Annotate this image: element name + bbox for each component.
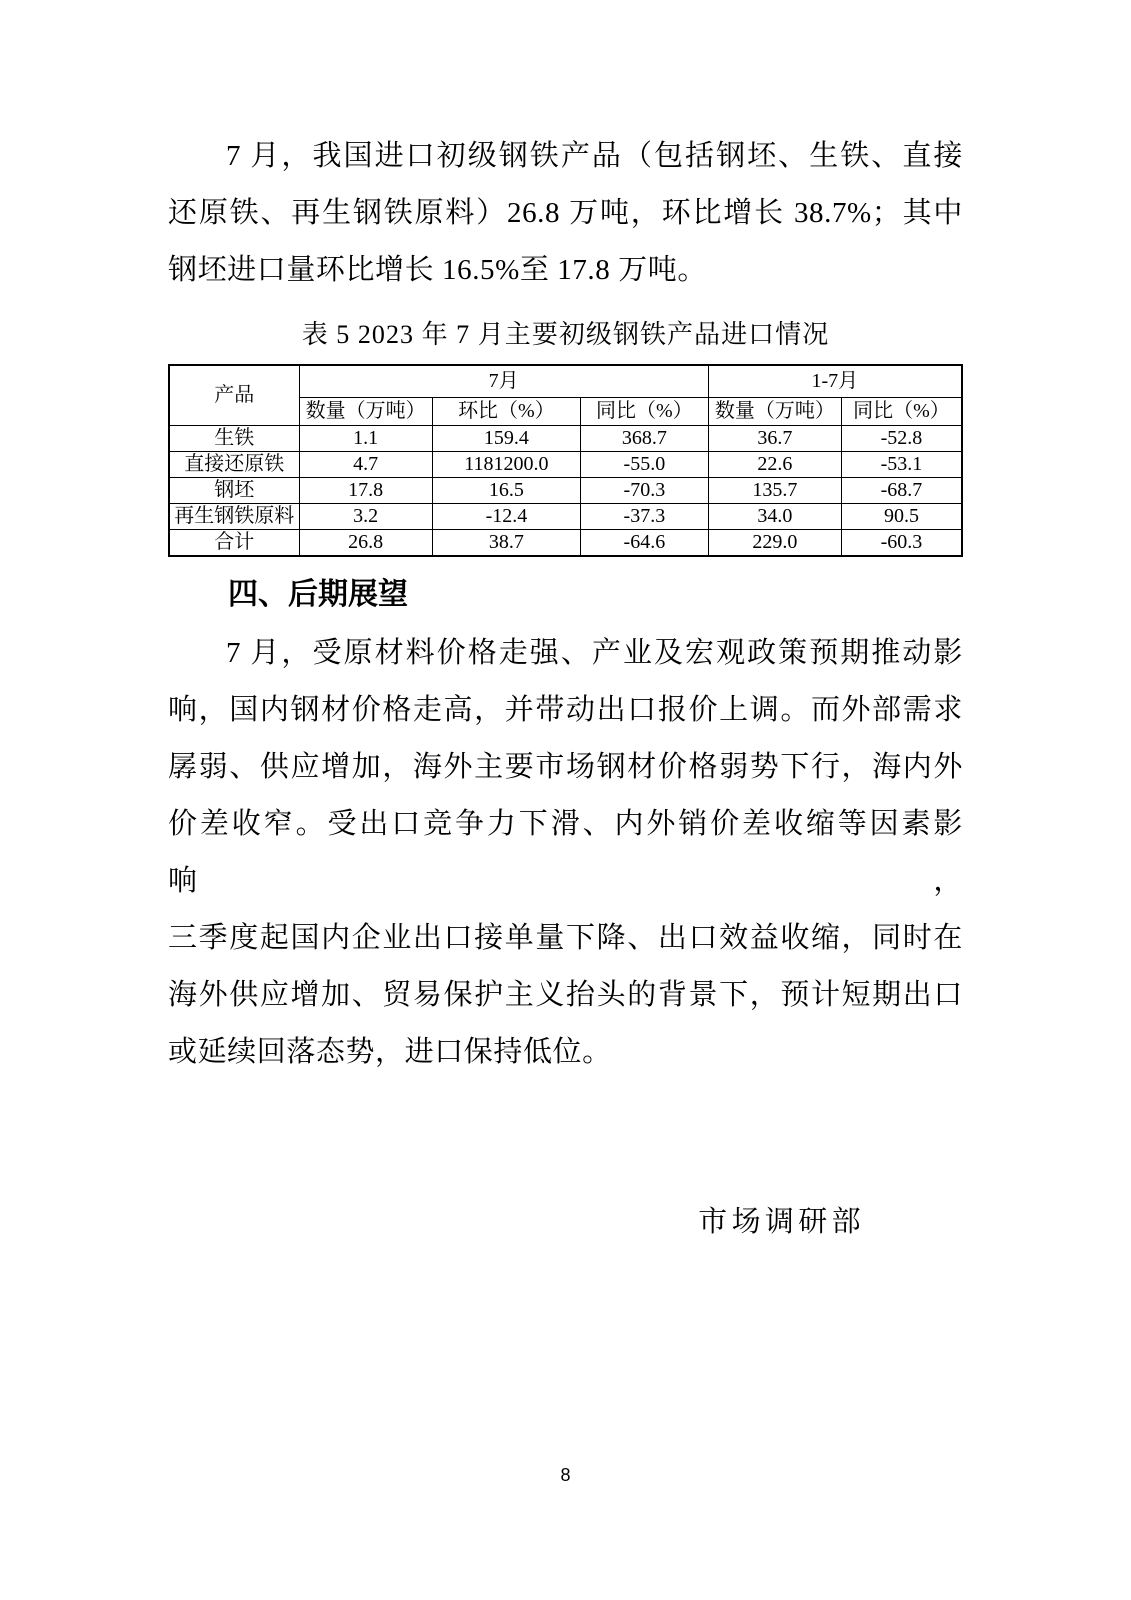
table-row — [169, 426, 962, 452]
table-cell: 22.6 — [708, 452, 841, 478]
table-cell: -70.3 — [581, 478, 709, 504]
table-cell: 直接还原铁 — [169, 452, 299, 478]
table-cell: 3.2 — [299, 504, 432, 530]
table-cell: 再生钢铁原料 — [169, 504, 299, 530]
text-line: 还原铁、再生钢铁原料）26.8 万吨，环比增长 38.7%；其中 — [168, 197, 963, 229]
table-cell: -60.3 — [841, 530, 962, 557]
text-line: 孱弱、供应增加，海外主要市场钢材价格弱势下行，海内外 — [168, 751, 963, 783]
table-cell: 38.7 — [432, 530, 580, 557]
table-caption: 表 5 2023 年 7 月主要初级钢铁产品进口情况 — [301, 320, 830, 349]
table-cell: 229.0 — [708, 530, 841, 557]
table-cell: 17.8 — [299, 478, 432, 504]
signature: 市场调研部 — [698, 1206, 865, 1238]
table-cell: 1181200.0 — [432, 452, 580, 478]
table-cell: 135.7 — [708, 478, 841, 504]
table-cell: 159.4 — [432, 426, 580, 452]
table-row — [169, 530, 962, 557]
paragraph-outlook — [168, 625, 963, 1081]
text-line: 7 月，我国进口初级钢铁产品（包括钢坯、生铁、直接 — [226, 140, 963, 172]
text-line: 三季度起国内企业出口接单量下降、出口效益收缩，同时在 — [168, 922, 963, 954]
table-cell: 钢坯 — [169, 478, 299, 504]
table-cell: -68.7 — [841, 478, 962, 504]
text-line: 或延续回落态势，进口保持低位。 — [168, 1036, 612, 1068]
table-header-row — [169, 365, 962, 398]
table-cell: -12.4 — [432, 504, 580, 530]
table-cell: -55.0 — [581, 452, 709, 478]
text-line: 价差收窄。受出口竞争力下滑、内外销价差收缩等因素影响， — [168, 808, 963, 897]
table-cell: 90.5 — [841, 504, 962, 530]
table-header-cell: 同比（%） — [841, 398, 962, 426]
table-cell: -64.6 — [581, 530, 709, 557]
table-cell: 1.1 — [299, 426, 432, 452]
text-line: 7 月，受原材料价格走强、产业及宏观政策预期推动影 — [226, 637, 963, 669]
table-cell: 4.7 — [299, 452, 432, 478]
table-cell: 26.8 — [299, 530, 432, 557]
table-header-cell: 7月 — [299, 365, 708, 398]
table-header-cell: 1-7月 — [708, 365, 962, 398]
table-row — [169, 452, 962, 478]
table-header-cell: 数量（万吨） — [299, 398, 432, 426]
table-cell: 36.7 — [708, 426, 841, 452]
text-line: 钢坯进口量环比增长 16.5%至 17.8 万吨。 — [168, 254, 707, 286]
table-cell: 16.5 — [432, 478, 580, 504]
text-line: 海外供应增加、贸易保护主义抬头的背景下，预计短期出口 — [168, 979, 963, 1011]
table-cell: 34.0 — [708, 504, 841, 530]
table-cell: 生铁 — [169, 426, 299, 452]
table-row — [169, 504, 962, 530]
table-header-cell: 数量（万吨） — [708, 398, 841, 426]
table-header-cell: 产品 — [169, 365, 299, 426]
table-cell: -52.8 — [841, 426, 962, 452]
table-cell: -53.1 — [841, 452, 962, 478]
text-line: 响，国内钢材价格走高，并带动出口报价上调。而外部需求 — [168, 694, 963, 726]
section-heading: 四、后期展望 — [228, 578, 408, 611]
table-row — [169, 478, 962, 504]
paragraph-imports — [168, 128, 963, 299]
table-cell: 合计 — [169, 530, 299, 557]
table-cell: -37.3 — [581, 504, 709, 530]
table-cell: 368.7 — [581, 426, 709, 452]
imports-table — [168, 364, 963, 557]
table-header-cell: 同比（%） — [581, 398, 709, 426]
page-number: 8 — [560, 1465, 571, 1485]
table-header-cell: 环比（%） — [432, 398, 580, 426]
